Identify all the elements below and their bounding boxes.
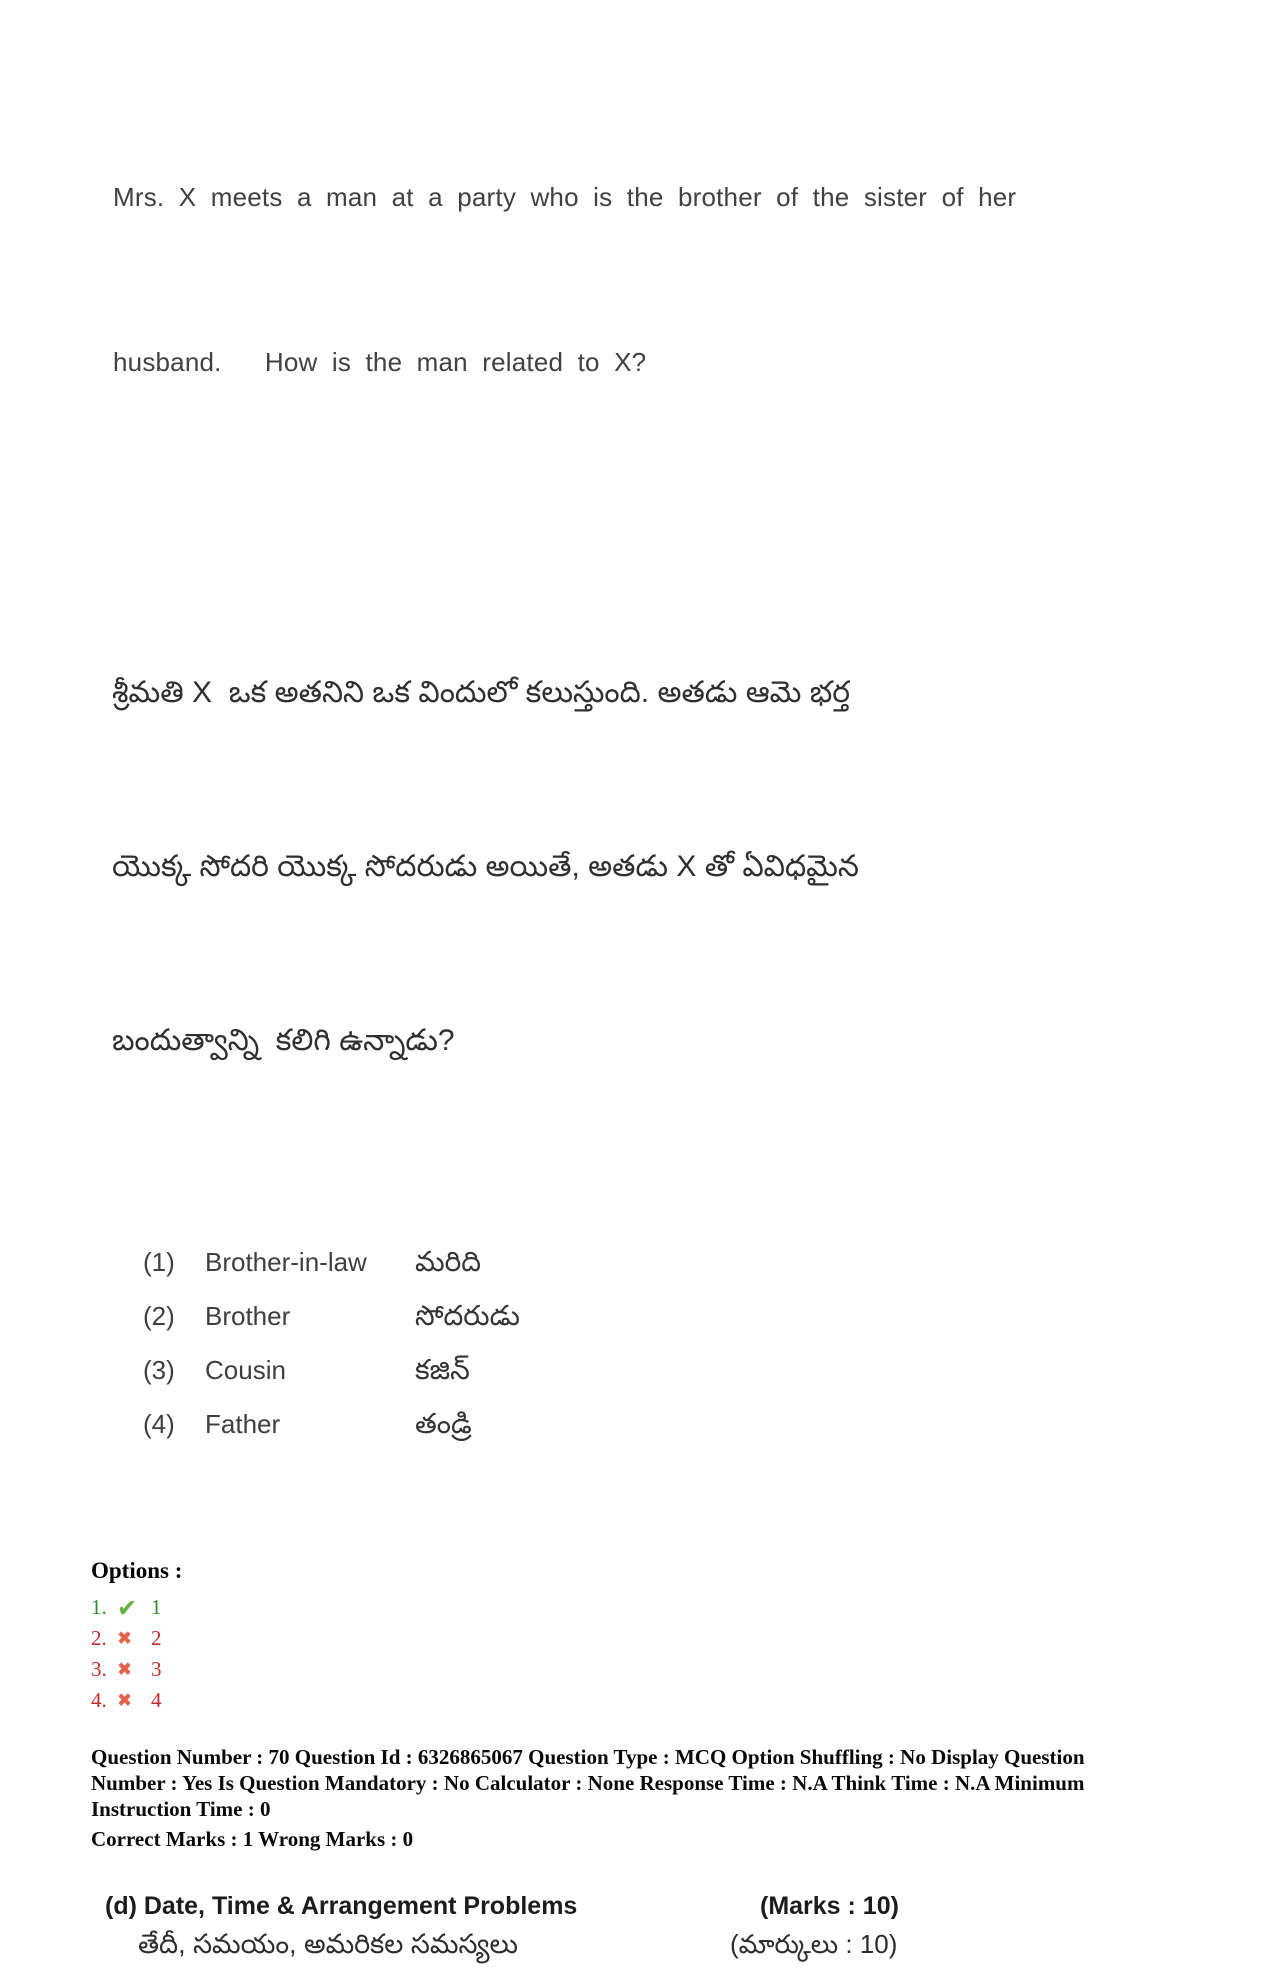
choice-number: (3) <box>143 1355 175 1385</box>
section-marks-english: (Marks : 10) <box>760 1892 899 1920</box>
question-text-telugu <box>112 548 952 1186</box>
question-telugu-line: శ్రీమతి X ఒక అతనిని ఒక విందులో కలుస్తుంది. అతడు ఆమె భర్త <box>112 676 851 709</box>
question-text-english <box>113 60 1023 500</box>
answer-index: 1. <box>91 1595 107 1619</box>
cross-icon: ✖ <box>117 1628 133 1649</box>
answer-value: 3 <box>151 1657 162 1681</box>
answer-option-row <box>91 1654 1275 1685</box>
choice-label-telugu: మరిది <box>415 1246 481 1277</box>
section-marks-telugu: (మార్కులు : 10) <box>730 1929 898 1959</box>
cross-icon: ✖ <box>117 1659 133 1680</box>
answer-index: 2. <box>91 1626 107 1650</box>
answer-value: 2 <box>151 1626 162 1650</box>
options-answer-block <box>91 1558 1275 1716</box>
choice-label-telugu: సోదరుడు <box>415 1300 520 1331</box>
question-metadata <box>91 1744 1123 1852</box>
choice-row <box>143 1300 1275 1354</box>
choice-number: (4) <box>143 1409 175 1439</box>
section-row-english <box>105 1892 905 1921</box>
check-icon: ✔ <box>117 1593 138 1622</box>
answer-index: 3. <box>91 1657 107 1681</box>
cross-icon: ✖ <box>117 1690 133 1711</box>
choice-label-telugu: కజిన్ <box>415 1354 470 1385</box>
options-heading: Options : <box>91 1558 183 1583</box>
answer-value: 4 <box>151 1688 162 1712</box>
answer-option-row <box>91 1592 1275 1623</box>
question-english-line: Mrs. X meets a man at a party who is the brother of the sister of her <box>113 182 1017 212</box>
answer-index: 4. <box>91 1688 107 1712</box>
question-english-line: husband. How is the man related to X? <box>113 347 647 377</box>
answer-option-row <box>91 1623 1275 1654</box>
question-telugu-line: యొక్క సోదరి యొక్క సోదరుడు అయితే, అతడు X తో ఏవిధమైన <box>112 850 859 883</box>
section-title-english: (d) Date, Time & Arrangement Problems <box>105 1892 578 1920</box>
choice-list <box>143 1246 1275 1462</box>
section-row-telugu <box>105 1929 905 1967</box>
section-header <box>105 1892 905 1967</box>
choice-label-english: Brother-in-law <box>205 1247 367 1277</box>
metadata-marks: Correct Marks : 1 Wrong Marks : 0 <box>91 1827 414 1851</box>
choice-row <box>143 1408 1275 1462</box>
metadata-details: Question Number : 70 Question Id : 6326865067 Question Type : MCQ Option Shuffling : No Display Question Number : Yes Is Question Mandatory : No Calculator : None Response Time : N.A Think Time : N.A Minimum Instruction Time : 0 <box>91 1745 1085 1821</box>
question-telugu-line: బందుత్వాన్ని కలిగి ఉన్నాడు? <box>112 1024 455 1057</box>
section-title-telugu: తేదీ, సమయం, అమరికల సమస్యలు <box>138 1929 518 1959</box>
choice-row <box>143 1354 1275 1408</box>
page <box>0 60 1275 1959</box>
choice-label-english: Cousin <box>205 1355 286 1385</box>
choice-row <box>143 1246 1275 1300</box>
choice-number: (1) <box>143 1247 175 1277</box>
choice-number: (2) <box>143 1301 175 1331</box>
answer-value: 1 <box>151 1595 162 1619</box>
choice-label-telugu: తండ్రి <box>415 1408 472 1439</box>
choice-label-english: Father <box>205 1409 281 1439</box>
answer-option-row <box>91 1685 1275 1716</box>
document <box>0 60 1275 1959</box>
choice-label-english: Brother <box>205 1301 291 1331</box>
